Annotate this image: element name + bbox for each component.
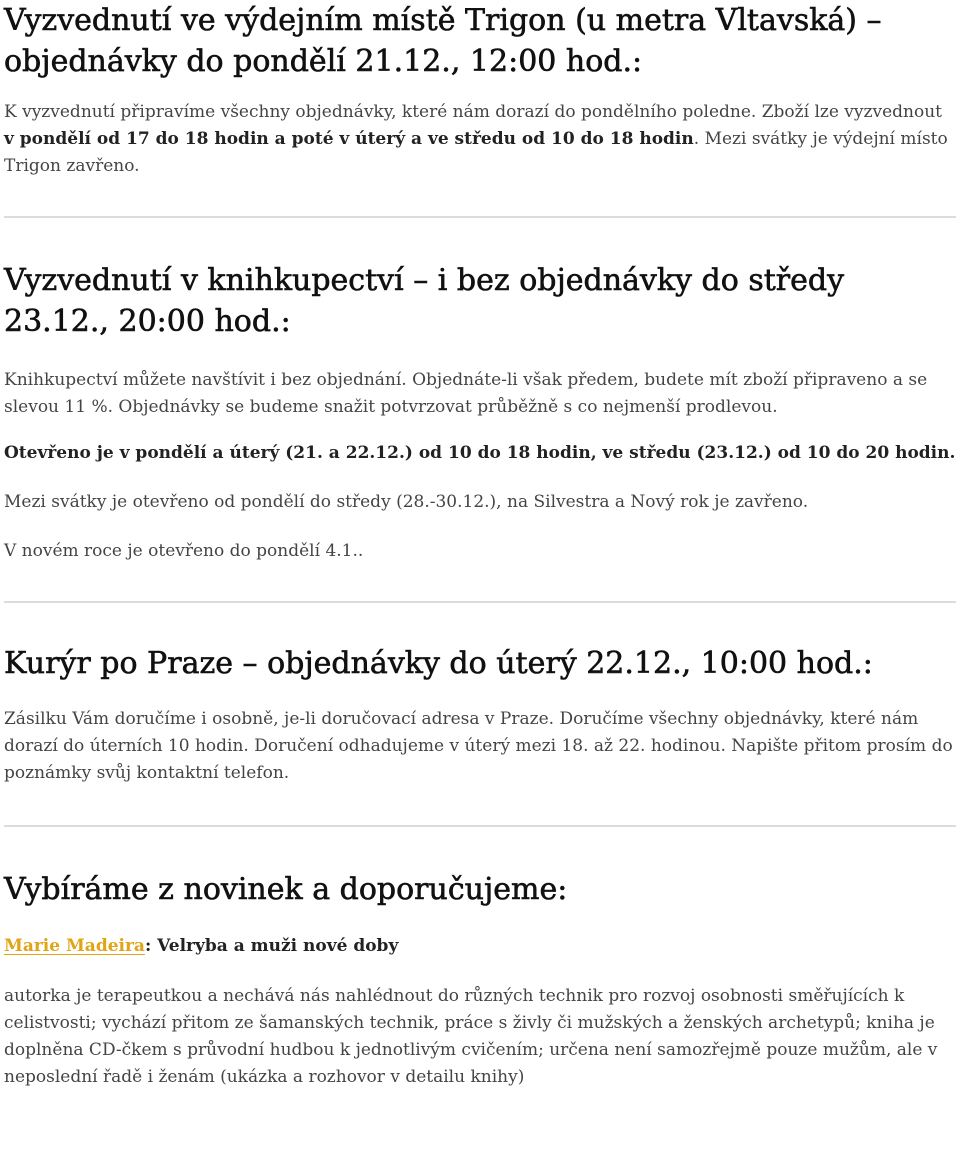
courier-heading: Kurýr po Praze – objednávky do úterý 22.12., 10:00 hod.:	[4, 646, 873, 681]
trigon-pickup-text-end: . Mezi svátky je výdejní místo Trigon zavřeno.	[4, 129, 948, 176]
courier-text: Zásilku Vám doručíme i osobně, je-li doručovací adresa v Praze. Doručíme všechny objednávky, které nám dorazí do úterních 10 hodin. Doručení odhadujeme v úterý mezi 18. až 22. hodinou. Napište přitom prosím do poznámky svůj kontaktní telefon.	[4, 709, 953, 783]
trigon-pickup-text-start: K vyzvednutí připravíme všechny objednávky, které nám dorazí do pondělního poledne. Zboží lze vyzvednout	[4, 102, 942, 122]
bookstore-new-year-hours: V novém roce je otevřeno do pondělí 4.1..	[4, 541, 364, 561]
trigon-pickup-heading: Vyzvednutí ve výdejním místě Trigon (u metra Vltavská) – objednávky do pondělí 21.12., 12:00 hod.:	[4, 3, 882, 79]
bookstore-pickup-text: Knihkupectví můžete navštívit i bez objednání. Objednáte-li však předem, budete mít zboží připraveno a se slevou 11 %. Objednávky se budeme snažit potvrzovat průběžně s co nejmenší prodlevou.	[4, 370, 928, 417]
book-title-line	[4, 933, 956, 960]
section-divider	[4, 825, 956, 827]
book-description: autorka je terapeutkou a nechává nás nahlédnout do různých technik pro rozvoj osobnosti směřujících k celistvosti; vychází přitom ze šamanských technik, práce s živly či mužských a ženských archetypů; kniha je doplněna CD-čkem s průvodní hudbou k jednotlivým cvičením; určena není samozřejmě pouze mužům, ale v neposlední řadě i ženám (ukázka a rozhovor v detailu knihy)	[4, 986, 938, 1087]
bookstore-pickup-heading: Vyzvednutí v knihkupectví – i bez objednávky do středy 23.12., 20:00 hod.:	[4, 263, 845, 339]
author-link[interactable]: Marie Madeira	[4, 936, 145, 956]
section-divider	[4, 216, 956, 218]
bookstore-holiday-hours: Mezi svátky je otevřeno od pondělí do středy (28.-30.12.), na Silvestra a Nový rok je zavřeno.	[4, 492, 809, 512]
book-title: : Velryba a muži nové doby	[144, 936, 399, 956]
recommendations-heading: Vybíráme z novinek a doporučujeme:	[4, 872, 568, 907]
trigon-pickup-text	[4, 99, 956, 180]
section-divider	[4, 601, 956, 603]
trigon-pickup-hours: v pondělí od 17 do 18 hodin a poté v úterý a ve středu od 10 do 18 hodin	[4, 129, 694, 149]
bookstore-opening-hours: Otevřeno je v pondělí a úterý (21. a 22.12.) od 10 do 18 hodin, ve středu (23.12.) od 10 do 20 hodin.	[4, 443, 956, 463]
